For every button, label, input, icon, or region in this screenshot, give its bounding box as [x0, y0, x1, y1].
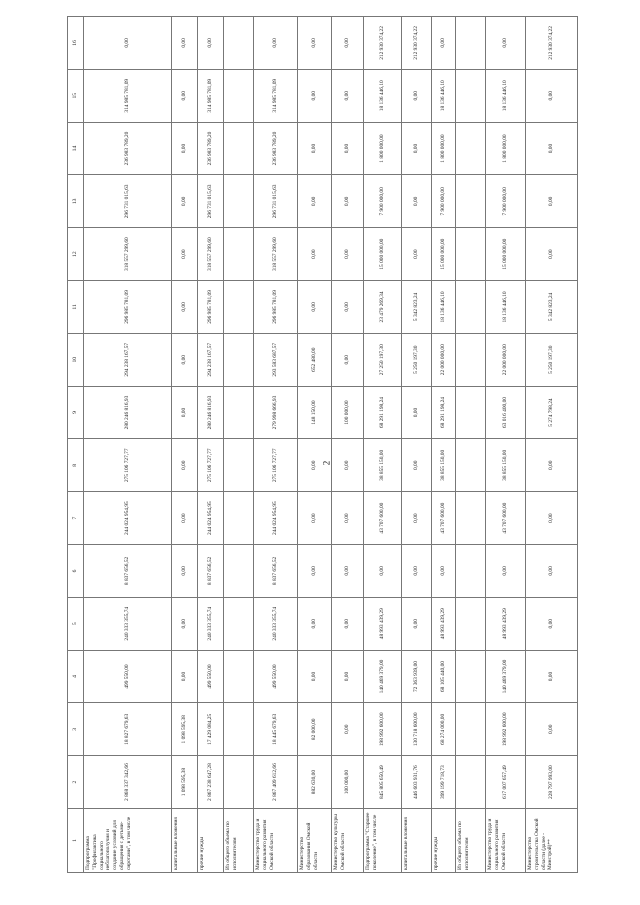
table-cell: 296 731 015,63: [254, 175, 298, 228]
table-cell: 43 707 600,00: [432, 492, 456, 545]
table-cell: [224, 756, 254, 809]
table-cell: 5 250 197,30: [526, 333, 578, 386]
table-cell: 499 550,00: [198, 650, 224, 703]
table-cell: 882 630,00: [298, 756, 332, 809]
table-cell: 38 855 150,00: [486, 439, 526, 492]
table-cell: 100 000,00: [332, 756, 364, 809]
table-cell: 0,00: [298, 122, 332, 175]
table-row: [526, 17, 578, 873]
table-cell: 0,00: [298, 597, 332, 650]
table-cell: 1 098 595,38: [172, 703, 198, 756]
table-cell: 399 199 718,73: [432, 756, 456, 809]
table-cell: 0,00: [298, 17, 332, 70]
table-cell: 7 900 000,00: [432, 175, 456, 228]
header-row: [68, 17, 84, 873]
table-cell: [456, 228, 486, 281]
table-cell: 68 274 000,00: [432, 703, 456, 756]
table-cell: 0,00: [172, 17, 198, 70]
table-cell: 318 557 299,60: [254, 228, 298, 281]
row-label: капитальные вложения: [402, 809, 432, 873]
table-row: [364, 17, 402, 873]
table-cell: 7 900 000,00: [486, 175, 526, 228]
row-label: капитальные вложения: [172, 809, 198, 873]
table-cell: [456, 492, 486, 545]
table-cell: 15 000 000,00: [486, 228, 526, 281]
table-cell: 294 238 167,57: [198, 333, 224, 386]
table-cell: 0,00: [332, 333, 364, 386]
table-cell: 0,00: [172, 281, 198, 334]
table-cell: [456, 17, 486, 70]
row-label: Из общего объема по исполнителям: [224, 809, 254, 873]
column-header: 4: [68, 650, 84, 703]
table-cell: 0,00: [526, 597, 578, 650]
table-cell: 0,00: [332, 703, 364, 756]
column-header: 2: [68, 756, 84, 809]
table-cell: 0,00: [298, 69, 332, 122]
table-cell: 0,00: [332, 281, 364, 334]
table-cell: 7 900 000,00: [364, 175, 402, 228]
table-cell: 212 930 374,22: [364, 17, 402, 70]
column-header: 10: [68, 333, 84, 386]
table-cell: 82 000,00: [298, 703, 332, 756]
column-header: 9: [68, 386, 84, 439]
row-label: Министерство строительства Омской области (далее - Минстрой)**: [526, 809, 578, 873]
table-cell: 23 479 269,34: [364, 281, 402, 334]
table-cell: 8 837 656,52: [84, 545, 172, 598]
table-cell: [456, 281, 486, 334]
table-cell: 293 583 687,57: [254, 333, 298, 386]
table-cell: 0,00: [172, 439, 198, 492]
table-cell: 43 707 600,00: [364, 492, 402, 545]
table-cell: 296 985 781,09: [198, 281, 224, 334]
table-cell: 2 867 238 647,28: [198, 756, 224, 809]
table-cell: 2 868 337 342,66: [84, 756, 172, 809]
table-cell: 27 250 197,30: [364, 333, 402, 386]
table-row: [84, 17, 172, 873]
table-cell: 0,00: [526, 69, 578, 122]
row-label: Министерство труда и социального развития Омской области: [486, 809, 526, 873]
table-row: [332, 17, 364, 873]
table-cell: 5 250 197,30: [402, 333, 432, 386]
table-cell: 212 930 374,22: [526, 17, 578, 70]
table-row: [172, 17, 198, 873]
table-cell: 18 136 446,10: [486, 69, 526, 122]
table-cell: [456, 756, 486, 809]
table-cell: 236 983 789,20: [254, 122, 298, 175]
table-cell: 0,00: [402, 175, 432, 228]
table-cell: 240 333 355,74: [84, 597, 172, 650]
table-cell: 0,00: [432, 545, 456, 598]
page-number: 2: [321, 460, 332, 466]
table-cell: 63 016 400,00: [486, 386, 526, 439]
table-cell: 0,00: [332, 492, 364, 545]
table-cell: 8 837 656,52: [198, 545, 224, 598]
table-cell: 446 603 931,76: [402, 756, 432, 809]
table-cell: 296 985 781,09: [254, 281, 298, 334]
table-cell: 0,00: [172, 386, 198, 439]
table-cell: 0,00: [332, 17, 364, 70]
table-cell: 0,00: [332, 175, 364, 228]
table-cell: [224, 281, 254, 334]
table-cell: 275 106 727,77: [198, 439, 224, 492]
table-cell: 0,00: [402, 492, 432, 545]
table-cell: 294 238 167,57: [84, 333, 172, 386]
table-cell: 43 707 600,00: [486, 492, 526, 545]
table-cell: [456, 386, 486, 439]
table-cell: 0,00: [172, 69, 198, 122]
table-cell: 38 855 150,00: [364, 439, 402, 492]
table-cell: [224, 650, 254, 703]
table-cell: [456, 333, 486, 386]
table-cell: 38 855 150,00: [432, 439, 456, 492]
table-cell: 296 731 015,63: [84, 175, 172, 228]
table-cell: 314 985 781,09: [198, 69, 224, 122]
table-cell: 0,00: [172, 650, 198, 703]
column-header: 16: [68, 17, 84, 70]
row-label: Из общего объема по исполнителям: [456, 809, 486, 873]
table-cell: 0,00: [298, 545, 332, 598]
row-label: Министерство образования Омской области: [298, 809, 332, 873]
table-cell: 0,00: [332, 439, 364, 492]
table-row: [254, 17, 298, 873]
budget-table: [67, 16, 578, 873]
table-cell: 0,00: [332, 69, 364, 122]
table-cell: 228 797 993,00: [526, 756, 578, 809]
table-cell: 652 480,00: [298, 333, 332, 386]
table-cell: 0,00: [402, 597, 432, 650]
table-row: [456, 17, 486, 873]
table-cell: 296 731 015,63: [198, 175, 224, 228]
table-cell: 72 363 939,00: [402, 650, 432, 703]
table-cell: 275 106 727,77: [84, 439, 172, 492]
table-cell: 140 469 379,00: [486, 650, 526, 703]
table-cell: 0,00: [526, 122, 578, 175]
table-cell: 0,00: [526, 439, 578, 492]
table-cell: [456, 545, 486, 598]
table-cell: [224, 228, 254, 281]
table-cell: 0,00: [526, 545, 578, 598]
table-cell: [224, 439, 254, 492]
table-row: [298, 17, 332, 873]
table-cell: [224, 545, 254, 598]
row-label: Министерство культуры Омской области: [332, 809, 364, 873]
table-cell: 17 429 084,25: [198, 703, 224, 756]
table-cell: 236 983 789,20: [84, 122, 172, 175]
table-cell: 1 098 595,38: [172, 756, 198, 809]
table-cell: [224, 17, 254, 70]
column-header: 15: [68, 69, 84, 122]
table-cell: 68 291 198,24: [364, 386, 402, 439]
table-cell: 240 333 355,74: [198, 597, 224, 650]
table-cell: 280 246 816,93: [198, 386, 224, 439]
table-cell: 68 291 198,24: [432, 386, 456, 439]
table-cell: 0,00: [172, 175, 198, 228]
row-label: прочие нужды: [432, 809, 456, 873]
table-cell: 845 805 650,49: [364, 756, 402, 809]
table-cell: 18 136 446,10: [486, 281, 526, 334]
table-cell: 100 000,00: [332, 386, 364, 439]
table-row: [198, 17, 224, 873]
table-cell: 18 827 679,63: [84, 703, 172, 756]
table-cell: 499 550,00: [254, 650, 298, 703]
table-cell: [224, 703, 254, 756]
table-cell: [456, 650, 486, 703]
table-cell: 0,00: [526, 492, 578, 545]
table-cell: 0,00: [172, 597, 198, 650]
table-row: [402, 17, 432, 873]
column-header: 1: [68, 809, 84, 873]
table-cell: 0,00: [402, 386, 432, 439]
table-cell: 0,00: [332, 545, 364, 598]
table-cell: 0,00: [486, 17, 526, 70]
table-cell: 212 930 374,22: [402, 17, 432, 70]
table-cell: [456, 69, 486, 122]
table-cell: 18 136 446,10: [432, 69, 456, 122]
table-cell: 2 867 409 612,66: [254, 756, 298, 809]
table-cell: 314 985 781,09: [84, 69, 172, 122]
table-cell: 0,00: [402, 228, 432, 281]
table-cell: 0,00: [84, 17, 172, 70]
table-cell: [456, 439, 486, 492]
table-row: [486, 17, 526, 873]
table-cell: 0,00: [332, 228, 364, 281]
table-cell: 5 274 798,24: [526, 386, 578, 439]
table-cell: 130 718 600,00: [402, 703, 432, 756]
table-cell: 18 136 446,10: [432, 281, 456, 334]
column-header: 6: [68, 545, 84, 598]
table-cell: 0,00: [198, 17, 224, 70]
column-header: 8: [68, 439, 84, 492]
table-cell: 0,00: [172, 333, 198, 386]
table-cell: 0,00: [298, 492, 332, 545]
table-cell: 15 000 000,00: [432, 228, 456, 281]
table-cell: 0,00: [332, 122, 364, 175]
table-cell: [224, 333, 254, 386]
row-label: Подпрограмма "Профилактика социального неблагополучия и создание условий для обращения с детьми-сиротами", в том числе: [84, 809, 172, 873]
table-cell: 0,00: [172, 545, 198, 598]
table-cell: 198 992 600,00: [486, 703, 526, 756]
table-cell: 68 105 440,00: [432, 650, 456, 703]
column-header: 5: [68, 597, 84, 650]
table-cell: 48 993 439,29: [486, 597, 526, 650]
table-cell: 18 445 679,63: [254, 703, 298, 756]
table-cell: 236 983 789,20: [198, 122, 224, 175]
table-cell: 48 993 439,29: [432, 597, 456, 650]
table-cell: [456, 597, 486, 650]
table-cell: 148 150,00: [298, 386, 332, 439]
table-cell: [224, 492, 254, 545]
column-header: 11: [68, 281, 84, 334]
table-cell: 244 024 954,95: [254, 492, 298, 545]
table-cell: 0,00: [402, 545, 432, 598]
table-cell: [456, 703, 486, 756]
table-cell: 5 342 823,24: [402, 281, 432, 334]
table-cell: [456, 175, 486, 228]
table-cell: 0,00: [486, 545, 526, 598]
table-cell: 0,00: [402, 69, 432, 122]
table-cell: 240 333 355,74: [254, 597, 298, 650]
table-cell: 0,00: [332, 597, 364, 650]
table-cell: 0,00: [364, 545, 402, 598]
table-cell: 18 136 446,10: [364, 69, 402, 122]
table-cell: 0,00: [254, 17, 298, 70]
column-header: 14: [68, 122, 84, 175]
column-header: 13: [68, 175, 84, 228]
table-cell: 0,00: [172, 228, 198, 281]
table-cell: 15 000 000,00: [364, 228, 402, 281]
table-cell: [224, 69, 254, 122]
table-cell: [224, 175, 254, 228]
table-cell: 244 024 954,95: [84, 492, 172, 545]
table-cell: 275 106 727,77: [254, 439, 298, 492]
table-cell: [224, 122, 254, 175]
table-cell: 0,00: [298, 281, 332, 334]
table-cell: 1 800 000,00: [486, 122, 526, 175]
row-label: прочие нужды: [198, 809, 224, 873]
table-cell: 0,00: [526, 175, 578, 228]
table-cell: 279 998 666,93: [254, 386, 298, 439]
table-cell: 314 985 781,09: [254, 69, 298, 122]
table-cell: 0,00: [402, 439, 432, 492]
table-cell: 244 024 954,95: [198, 492, 224, 545]
table-cell: 0,00: [298, 439, 332, 492]
table-cell: [456, 122, 486, 175]
table-cell: 0,00: [172, 492, 198, 545]
table-row: [224, 17, 254, 873]
column-header: 7: [68, 492, 84, 545]
table-cell: 617 007 657,49: [486, 756, 526, 809]
table-cell: 0,00: [402, 122, 432, 175]
column-header: 3: [68, 703, 84, 756]
table-cell: 0,00: [298, 650, 332, 703]
table-cell: 296 985 781,09: [84, 281, 172, 334]
table-cell: 22 000 000,00: [486, 333, 526, 386]
table-cell: 280 246 816,93: [84, 386, 172, 439]
table-cell: 0,00: [332, 650, 364, 703]
table-cell: 499 550,00: [84, 650, 172, 703]
table-cell: [224, 597, 254, 650]
table-cell: 0,00: [298, 228, 332, 281]
column-header: 12: [68, 228, 84, 281]
table-cell: [224, 386, 254, 439]
table-cell: 0,00: [526, 228, 578, 281]
row-label: Министерство труда и социального развития Омской области: [254, 809, 298, 873]
table-cell: 0,00: [526, 703, 578, 756]
table-cell: 140 469 379,00: [364, 650, 402, 703]
table-cell: 318 557 299,60: [198, 228, 224, 281]
table-cell: 0,00: [172, 122, 198, 175]
table-row: [432, 17, 456, 873]
table-cell: 198 992 600,00: [364, 703, 402, 756]
table-cell: 1 800 000,00: [364, 122, 402, 175]
table-cell: 0,00: [526, 650, 578, 703]
table-cell: 318 557 299,60: [84, 228, 172, 281]
table-cell: 1 800 000,00: [432, 122, 456, 175]
table-cell: 48 993 439,29: [364, 597, 402, 650]
table-cell: 0,00: [432, 17, 456, 70]
table-cell: 5 342 823,24: [526, 281, 578, 334]
row-label: Подпрограмма "Старшее поколение", в том числе: [364, 809, 402, 873]
table-cell: 22 000 000,00: [432, 333, 456, 386]
table-cell: 8 837 656,52: [254, 545, 298, 598]
table-cell: 0,00: [298, 175, 332, 228]
